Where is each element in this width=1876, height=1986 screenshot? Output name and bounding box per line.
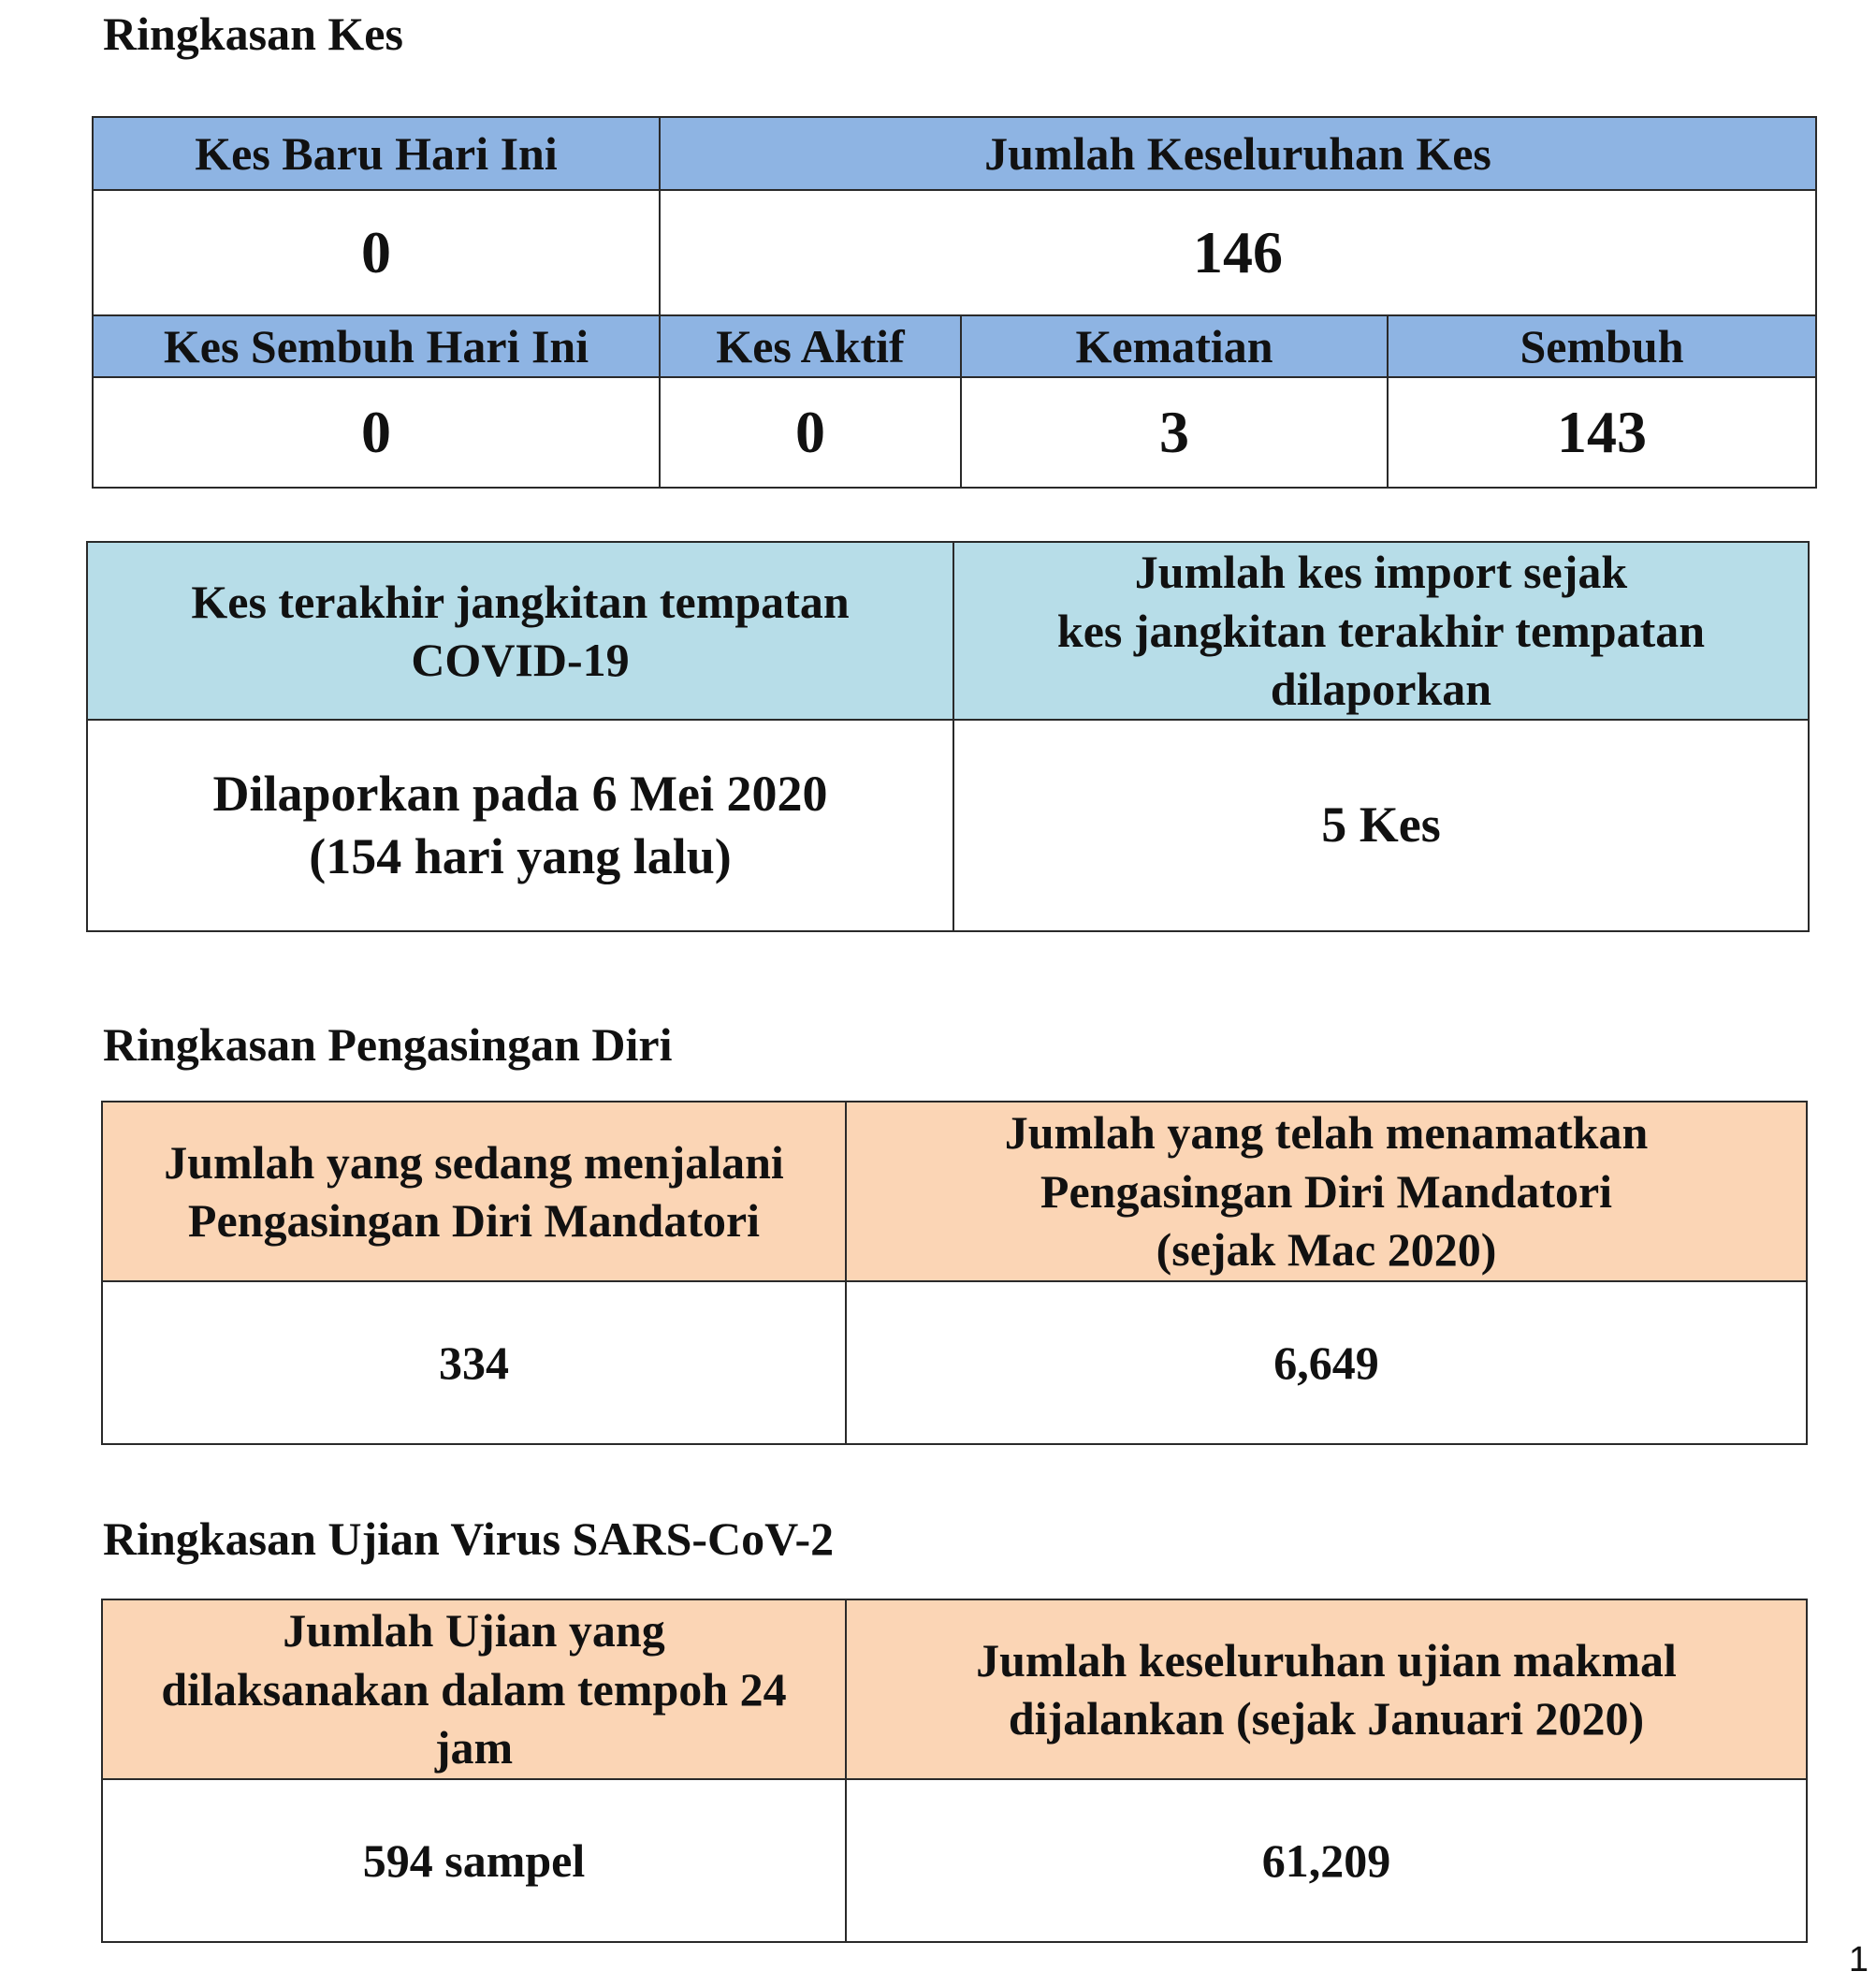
case-summary-table xyxy=(92,116,1817,489)
case-summary-value-row xyxy=(93,190,1816,315)
self-isolation-title: Ringkasan Pengasingan Diri xyxy=(103,1018,673,1071)
total-cases-value: 146 xyxy=(660,190,1816,315)
completed-isolation-header: Jumlah yang telah menamatkan Pengasingan Diri Mandatori (sejak Mac 2020) xyxy=(846,1102,1807,1281)
active-cases-header: Kes Aktif xyxy=(660,315,961,377)
total-tests-value: 61,209 xyxy=(846,1779,1807,1942)
total-cases-header: Jumlah Keseluruhan Kes xyxy=(660,117,1816,190)
case-summary-title: Ringkasan Kes xyxy=(103,7,403,60)
self-isolation-table xyxy=(101,1101,1808,1445)
local-transmission-value-row xyxy=(87,720,1809,931)
ongoing-isolation-value: 334 xyxy=(102,1281,846,1444)
virus-testing-value-row xyxy=(102,1779,1807,1942)
last-local-case-header: Kes terakhir jangkitan tempatan COVID-19 xyxy=(87,542,953,720)
deaths-value: 3 xyxy=(961,377,1388,488)
virus-testing-title: Ringkasan Ujian Virus SARS-CoV-2 xyxy=(103,1512,835,1565)
recovered-header: Sembuh xyxy=(1388,315,1816,377)
recovered-today-value: 0 xyxy=(93,377,660,488)
new-cases-today-header: Kes Baru Hari Ini xyxy=(93,117,660,190)
ongoing-isolation-header: Jumlah yang sedang menjalani Pengasingan Diri Mandatori xyxy=(102,1102,846,1281)
last-local-case-value: Dilaporkan pada 6 Mei 2020 (154 hari yang lalu) xyxy=(87,720,953,931)
new-cases-today-value: 0 xyxy=(93,190,660,315)
local-transmission-header-row xyxy=(87,542,1809,720)
tests-24h-value: 594 sampel xyxy=(102,1779,846,1942)
virus-testing-header-row xyxy=(102,1599,1807,1779)
self-isolation-header-row xyxy=(102,1102,1807,1281)
imported-cases-header: Jumlah kes import sejak kes jangkitan terakhir tempatan dilaporkan xyxy=(953,542,1809,720)
completed-isolation-value: 6,649 xyxy=(846,1281,1807,1444)
virus-testing-table xyxy=(101,1599,1808,1943)
local-transmission-table xyxy=(86,541,1810,932)
total-tests-header: Jumlah keseluruhan ujian makmal dijalankan (sejak Januari 2020) xyxy=(846,1599,1807,1779)
recovered-value: 143 xyxy=(1388,377,1816,488)
deaths-header: Kematian xyxy=(961,315,1388,377)
case-summary-header-row xyxy=(93,117,1816,190)
page-number: 1 xyxy=(1848,1940,1869,1979)
active-cases-value: 0 xyxy=(660,377,961,488)
recovered-today-header: Kes Sembuh Hari Ini xyxy=(93,315,660,377)
case-status-header-row xyxy=(93,315,1816,377)
imported-cases-value: 5 Kes xyxy=(953,720,1809,931)
case-status-value-row xyxy=(93,377,1816,488)
tests-24h-header: Jumlah Ujian yang dilaksanakan dalam tempoh 24 jam xyxy=(102,1599,846,1779)
self-isolation-value-row xyxy=(102,1281,1807,1444)
